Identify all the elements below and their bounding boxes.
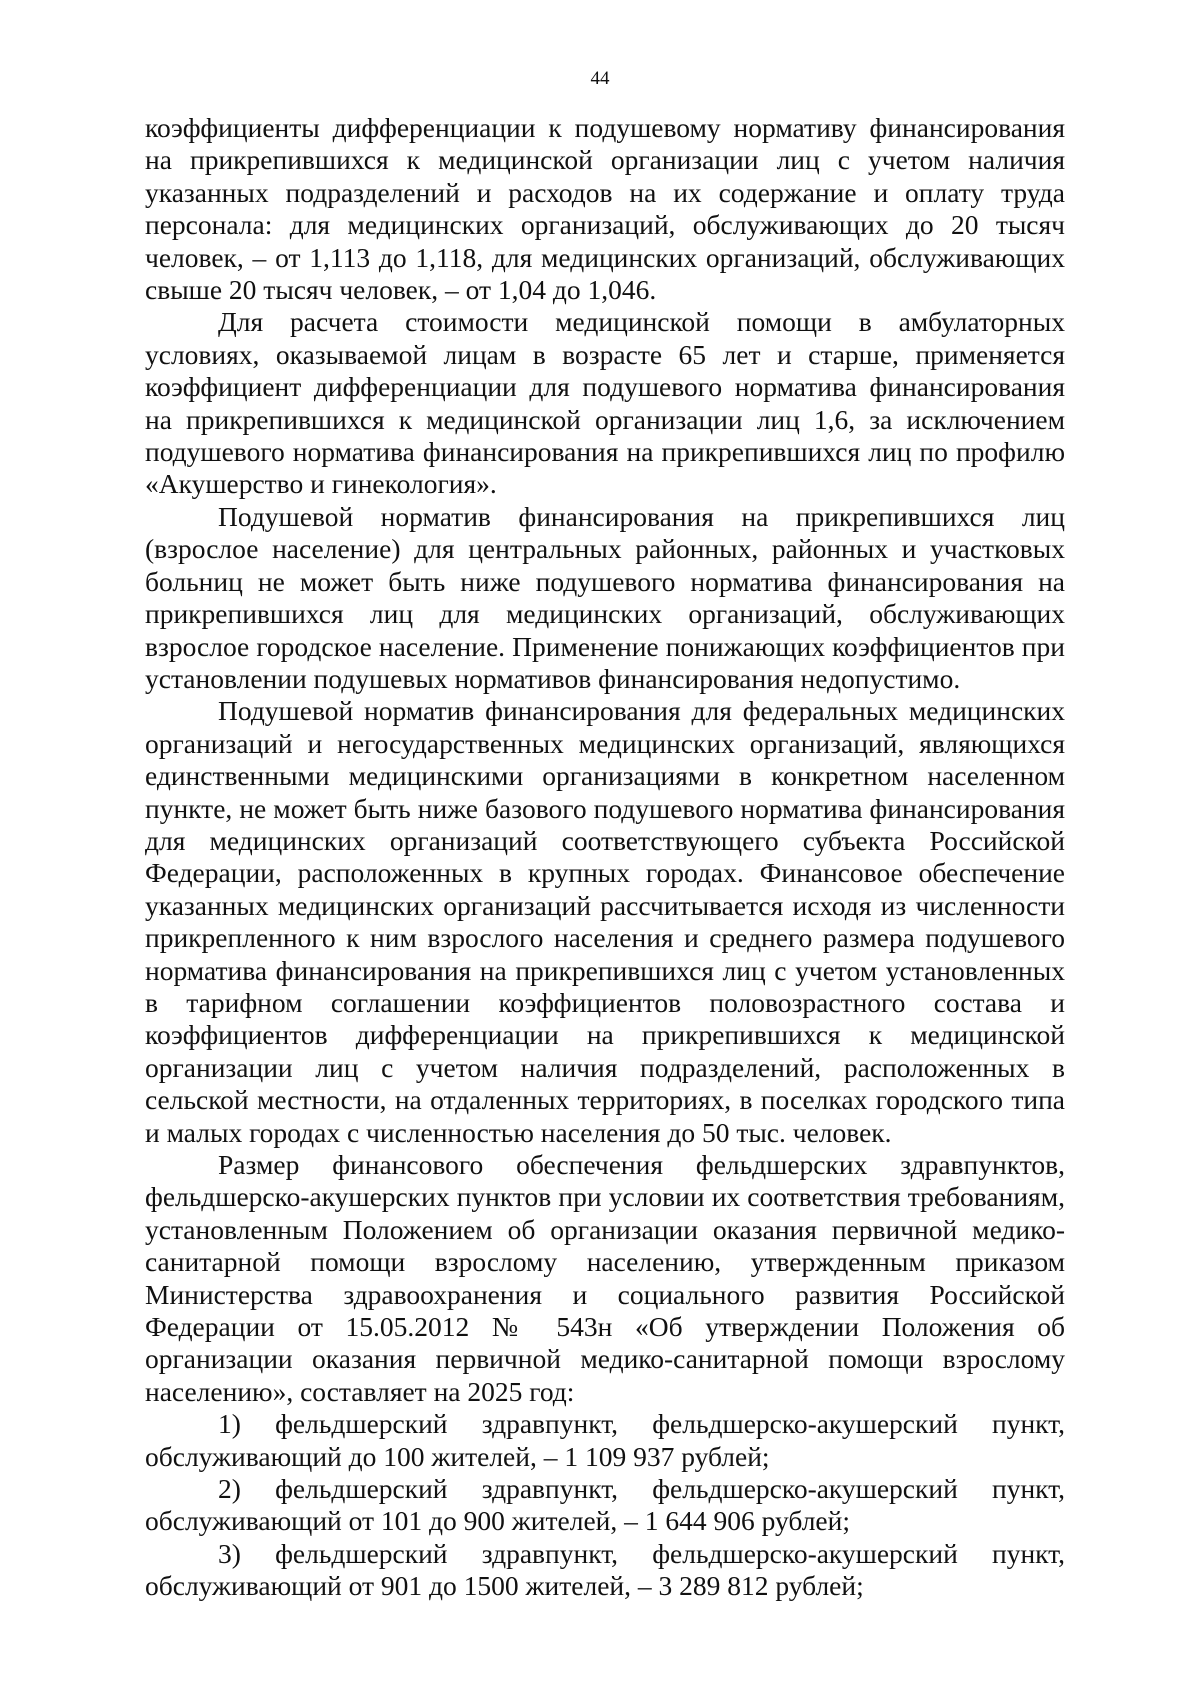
paragraph-elderly-coefficient: Для расчета стоимости медицинской помощи в амбулаторных условиях, оказываемой лицам в возрасте 65 лет и старше, применяется коэффициент дифференциации для подушевого норматива финансирования на прикрепившихся к медицинской организации лиц 1,6, за исключением подушевого норматива финансирования на прикрепившихся лиц по профилю «Акушерство и гинекология». [145, 306, 1065, 500]
document-body [145, 112, 1065, 1603]
paragraph-federal-organizations-norm: Подушевой норматив финансирования для федеральных медицинских организаций и негосударственных медицинских организаций, являющихся единственными медицинскими организациями в конкретном населенном пункте, не может быть ниже базового подушевого норматива финансирования для медицинских организаций соответствующего субъекта Российской Федерации, расположенных в крупных городах. Финансовое обеспечение указанных медицинских организаций рассчитывается исходя из численности прикрепленного к ним взрослого населения и среднего размера подушевого норматива финансирования на прикрепившихся лиц с учетом установленных в тарифном соглашении коэффициентов половозрастного состава и коэффициентов дифференциации на прикрепившихся к медицинской организации лиц с учетом наличия подразделений, расположенных в сельской местности, на отдаленных территориях, в поселках городского типа и малых городах с численностью населения до 50 тыс. человек. [145, 695, 1065, 1148]
list-item-funding-901-1500: 3) фельдшерский здравпункт, фельдшерско-акушерский пункт, обслуживающий от 901 до 1500 жителей, – 3 289 812 рублей; [145, 1537, 1065, 1602]
list-item-funding-101-900: 2) фельдшерский здравпункт, фельдшерско-акушерский пункт, обслуживающий от 101 до 900 жителей, – 1 644 906 рублей; [145, 1473, 1065, 1537]
page-number: 44 [590, 68, 610, 89]
paragraph-coefficients-continuation: коэффициенты дифференциации к подушевому нормативу финансирования на прикрепившихся к медицинской организации лиц с учетом наличия указанных подразделений и расходов на их содержание и оплату труда персонала: для медицинских организаций, обслуживающих до 20 тысяч человек, – от 1,113 до 1,118, для медицинских организаций, обслуживающих свыше 20 тысяч человек, – от 1,04 до 1,046. [145, 112, 1065, 306]
list-item-funding-up-to-100: 1) фельдшерский здравпункт, фельдшерско-акушерский пункт, обслуживающий до 100 жителей, – 1 109 937 рублей; [145, 1408, 1065, 1472]
paragraph-feldsher-points-funding: Размер финансового обеспечения фельдшерских здравпунктов, фельдшерско-акушерских пунктов при условии их соответствия требованиям, установленным Положением об организации оказания первичной медико-санитарной помощи взрослому населению, утвержденным приказом Министерства здравоохранения и социального развития Российской Федерации от 15.05.2012 № 543н «Об утверждении Положения об организации оказания первичной медико-санитарной помощи взрослому населению», составляет на 2025 год: [145, 1149, 1065, 1407]
paragraph-rural-hospitals-norm: Подушевой норматив финансирования на прикрепившихся лиц (взрослое население) для центральных районных, районных и участковых больниц не может быть ниже подушевого норматива финансирования на прикрепившихся лиц для медицинских организаций, обслуживающих взрослое городское население. Применение понижающих коэффициентов при установлении подушевых нормативов финансирования недопустимо. [145, 500, 1065, 694]
